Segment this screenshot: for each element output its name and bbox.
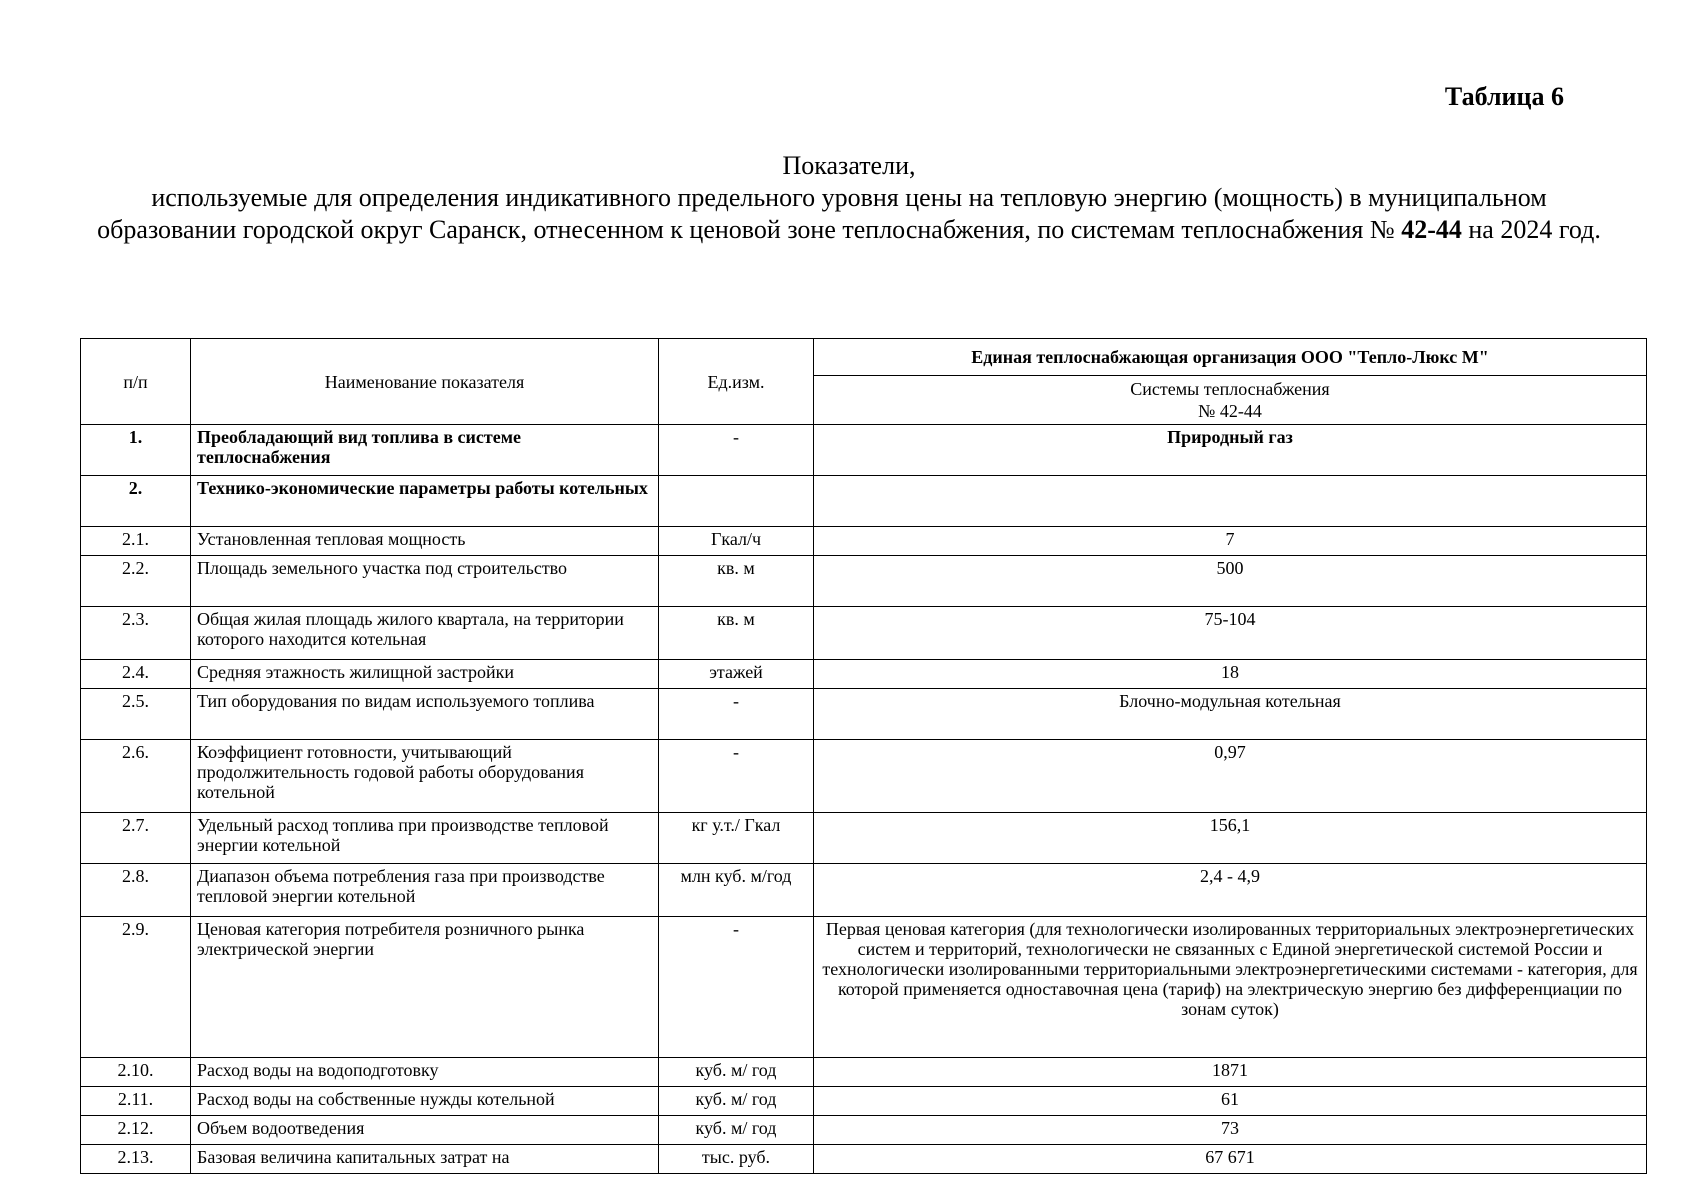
row-indicator-name: Объем водоотведения bbox=[191, 1116, 659, 1145]
row-indicator-name: Расход воды на собственные нужды котельной bbox=[191, 1087, 659, 1116]
row-unit: куб. м/ год bbox=[659, 1116, 814, 1145]
row-number: 2.1. bbox=[81, 527, 191, 556]
row-number: 2.12. bbox=[81, 1116, 191, 1145]
table-row bbox=[81, 813, 1647, 864]
row-value: 67 671 bbox=[814, 1145, 1647, 1174]
row-number: 2.3. bbox=[81, 607, 191, 660]
row-value bbox=[814, 476, 1647, 527]
row-value: 156,1 bbox=[814, 813, 1647, 864]
header-row bbox=[81, 339, 1647, 376]
row-unit: кв. м bbox=[659, 556, 814, 607]
row-unit: кг у.т./ Гкал bbox=[659, 813, 814, 864]
row-number: 2.8. bbox=[81, 864, 191, 917]
row-indicator-name: Преобладающий вид топлива в системе теплоснабжения bbox=[191, 425, 659, 476]
row-number: 2.7. bbox=[81, 813, 191, 864]
row-unit: - bbox=[659, 740, 814, 813]
indicators-table bbox=[80, 338, 1647, 1174]
table-row bbox=[81, 1116, 1647, 1145]
row-unit: этажей bbox=[659, 660, 814, 689]
header-num: п/п bbox=[81, 339, 191, 425]
row-value: Первая ценовая категория (для технологически изолированных территориальных электроэнергетических систем и территорий, технологически не связанных с Единой энергетической системой России и технологически изолированными территориальными электроэнергетическими системами - категория, для которой применяется одноставочная цена (тариф) на электрическую энергию без дифференциации по зонам суток) bbox=[814, 917, 1647, 1058]
row-unit: куб. м/ год bbox=[659, 1087, 814, 1116]
row-number: 2.6. bbox=[81, 740, 191, 813]
row-number: 2.5. bbox=[81, 689, 191, 740]
row-value: 73 bbox=[814, 1116, 1647, 1145]
row-value: 500 bbox=[814, 556, 1647, 607]
row-unit: - bbox=[659, 425, 814, 476]
table-row bbox=[81, 864, 1647, 917]
row-value: Блочно-модульная котельная bbox=[814, 689, 1647, 740]
row-number: 2.13. bbox=[81, 1145, 191, 1174]
row-value: Природный газ bbox=[814, 425, 1647, 476]
heading-year: на 2024 год. bbox=[1468, 215, 1601, 244]
table-row bbox=[81, 1058, 1647, 1087]
table-number-label: Таблица 6 bbox=[1444, 82, 1564, 111]
table-row bbox=[81, 527, 1647, 556]
row-indicator-name: Диапазон объема потребления газа при производстве тепловой энергии котельной bbox=[191, 864, 659, 917]
row-unit: куб. м/ год bbox=[659, 1058, 814, 1087]
header-system-line1: Системы теплоснабжения bbox=[1130, 379, 1330, 399]
row-indicator-name: Технико-экономические параметры работы котельных bbox=[191, 476, 659, 527]
header-unit: Ед.изм. bbox=[659, 339, 814, 425]
table-row bbox=[81, 660, 1647, 689]
row-value: 2,4 - 4,9 bbox=[814, 864, 1647, 917]
row-number: 2.4. bbox=[81, 660, 191, 689]
header-organization: Единая теплоснабжающая организация ООО "Тепло-Люкс М" bbox=[814, 339, 1647, 376]
row-value: 7 bbox=[814, 527, 1647, 556]
row-unit bbox=[659, 476, 814, 527]
row-indicator-name: Средняя этажность жилищной застройки bbox=[191, 660, 659, 689]
row-unit: кв. м bbox=[659, 607, 814, 660]
heading-text: используемые для определения индикативного предельного уровня цены на тепловую энергию (мощность) в муниципальном образовании городской округ Саранск, отнесенном к ценовой зоне теплоснабжения, по системам теплоснабжения № bbox=[97, 183, 1547, 244]
header-system-line2: № 42-44 bbox=[1198, 401, 1262, 421]
header-name: Наименование показателя bbox=[191, 339, 659, 425]
table-row bbox=[81, 689, 1647, 740]
row-number: 2.11. bbox=[81, 1087, 191, 1116]
row-indicator-name: Коэффициент готовности, учитывающий продолжительность годовой работы оборудования котельной bbox=[191, 740, 659, 813]
table-row bbox=[81, 476, 1647, 527]
table-row bbox=[81, 1145, 1647, 1174]
row-indicator-name: Базовая величина капитальных затрат на bbox=[191, 1145, 659, 1174]
row-unit: Гкал/ч bbox=[659, 527, 814, 556]
header-system bbox=[814, 376, 1647, 425]
row-indicator-name: Удельный расход топлива при производстве тепловой энергии котельной bbox=[191, 813, 659, 864]
row-unit: тыс. руб. bbox=[659, 1145, 814, 1174]
row-indicator-name: Площадь земельного участка под строительство bbox=[191, 556, 659, 607]
row-unit: - bbox=[659, 689, 814, 740]
heading-system-number: 42-44 bbox=[1401, 215, 1462, 244]
row-value: 18 bbox=[814, 660, 1647, 689]
table-row bbox=[81, 740, 1647, 813]
row-indicator-name: Установленная тепловая мощность bbox=[191, 527, 659, 556]
table-row bbox=[81, 917, 1647, 1058]
row-number: 1. bbox=[81, 425, 191, 476]
row-value: 75-104 bbox=[814, 607, 1647, 660]
row-indicator-name: Расход воды на водоподготовку bbox=[191, 1058, 659, 1087]
row-number: 2. bbox=[81, 476, 191, 527]
row-unit: млн куб. м/год bbox=[659, 864, 814, 917]
heading-line-1: Показатели, bbox=[782, 151, 916, 180]
table-row bbox=[81, 425, 1647, 476]
heading-line-2 bbox=[80, 182, 1618, 246]
table-row bbox=[81, 607, 1647, 660]
row-indicator-name: Общая жилая площадь жилого квартала, на территории которого находится котельная bbox=[191, 607, 659, 660]
table-row bbox=[81, 556, 1647, 607]
table-row bbox=[81, 1087, 1647, 1116]
row-number: 2.2. bbox=[81, 556, 191, 607]
row-indicator-name: Ценовая категория потребителя розничного рынка электрической энергии bbox=[191, 917, 659, 1058]
row-number: 2.9. bbox=[81, 917, 191, 1058]
row-value: 61 bbox=[814, 1087, 1647, 1116]
row-value: 1871 bbox=[814, 1058, 1647, 1087]
row-number: 2.10. bbox=[81, 1058, 191, 1087]
row-value: 0,97 bbox=[814, 740, 1647, 813]
row-unit: - bbox=[659, 917, 814, 1058]
document-heading bbox=[80, 150, 1618, 246]
row-indicator-name: Тип оборудования по видам используемого топлива bbox=[191, 689, 659, 740]
